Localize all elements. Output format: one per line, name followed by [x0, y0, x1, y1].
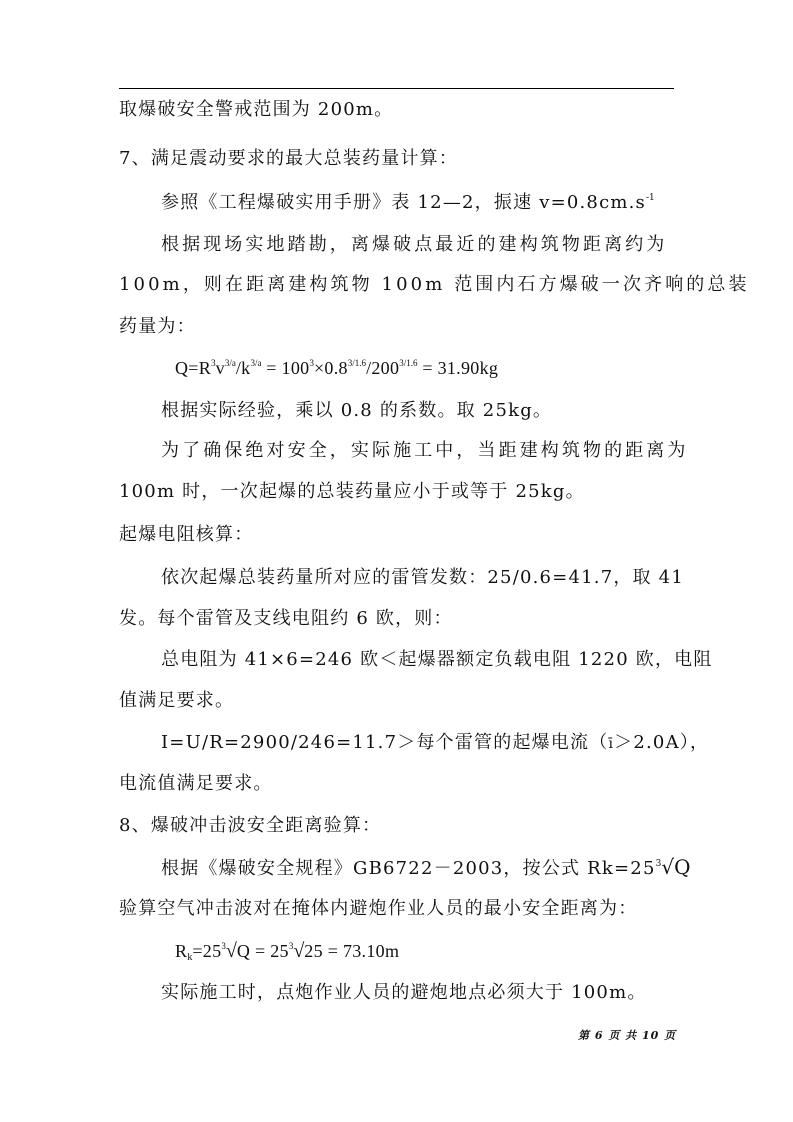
text-line-13: 发。每个雷管及支线电阻约 6 欧，则：	[119, 608, 453, 629]
rule-reference-text: 根据《爆破安全规程》GB6722－2003，按公式 Rk=25	[161, 858, 656, 879]
safety-distance-formula	[175, 938, 399, 964]
formula-part: 25 = 73.10m	[304, 941, 400, 961]
text-line-9: 为了确保绝对安全，实际施工中，当距建构筑物的距离为	[161, 440, 689, 461]
current-symbol: ī	[608, 736, 615, 752]
cube-root-q: √Q	[661, 855, 691, 879]
formula-part: ×0.8	[313, 358, 348, 378]
formula-part: /k	[235, 358, 251, 378]
formula-part: Q=R	[175, 358, 212, 378]
root-index: 3	[221, 941, 226, 951]
formula-exponent: 3	[211, 358, 216, 368]
formula-part: v	[215, 358, 225, 378]
radical-sign: √	[293, 940, 305, 962]
text-line-20: 验算空气冲击波对在掩体内避炮作业人员的最小安全距离为：	[119, 898, 638, 919]
text-line-8: 根据实际经验，乘以 0.8 的系数。取 25kg。	[161, 400, 553, 421]
section-7-heading: 7、满足震动要求的最大总装药量计算：	[119, 148, 459, 169]
root-index: 3	[655, 859, 662, 869]
formula-subscript: k	[187, 952, 193, 963]
text-line-6: 药量为：	[119, 316, 196, 337]
text-line-5: 100m，则在距离建构筑物 100m 范围内石方爆破一次齐响的总装	[119, 274, 750, 295]
charge-formula	[175, 355, 498, 381]
formula-part: /200	[366, 358, 400, 378]
formula-part: = 100	[261, 358, 310, 378]
formula-exponent: 3	[309, 358, 314, 368]
text-line-4: 根据现场实地踏勘，离爆破点最近的建构筑物距离约为	[161, 234, 668, 255]
formula-exponent: 3/1.6	[399, 358, 418, 368]
resistance-heading: 起爆电阻核算：	[119, 524, 254, 545]
text-line-22: 实际施工时，点炮作业人员的避炮地点必须大于 100m。	[161, 982, 647, 1003]
formula-part: =25	[192, 941, 222, 961]
formula-exponent: 3/a	[250, 358, 262, 368]
text-line-16	[161, 730, 709, 757]
text-line-3-body: 参照《工程爆破实用手册》表 12—2，振速 v=0.8cm.s	[161, 192, 646, 213]
text-line-19	[161, 854, 690, 882]
text-line-15: 值满足要求。	[119, 690, 235, 711]
page-number-footer: 第 6 页 共 10 页	[578, 1029, 677, 1042]
text-line-12: 依次起爆总装药量所对应的雷管发数：25/0.6=41.7，取 41	[161, 567, 684, 588]
formula-exponent: 3/1.6	[347, 358, 367, 368]
radical-sign: √	[225, 940, 237, 962]
text-line-10: 100m 时，一次起爆的总装药量应小于或等于 25kg。	[119, 481, 585, 502]
unit-exponent: -1	[645, 193, 655, 203]
root-index: 3	[288, 941, 294, 951]
text-line-1: 取爆破安全警戒范围为 200m。	[119, 99, 394, 120]
text-line-14: 总电阻为 41×6=246 欧＜起爆器额定负载电阻 1220 欧，电阻	[161, 649, 713, 670]
formula-exponent: 3/a	[224, 358, 236, 368]
formula-part: Q = 25	[236, 941, 289, 961]
text-line-17: 电流值满足要求。	[119, 773, 273, 794]
section-8-heading: 8、爆破冲击波安全距离验算：	[119, 815, 382, 836]
formula-part: R	[175, 941, 188, 961]
current-check-text: I=U/R=2900/246=11.7＞每个雷管的起爆电流（	[161, 732, 609, 753]
formula-part: = 31.90kg	[417, 358, 499, 378]
header-rule	[119, 88, 674, 89]
text-line-3	[161, 190, 655, 216]
current-check-tail: ＞2.0A），	[614, 732, 710, 753]
